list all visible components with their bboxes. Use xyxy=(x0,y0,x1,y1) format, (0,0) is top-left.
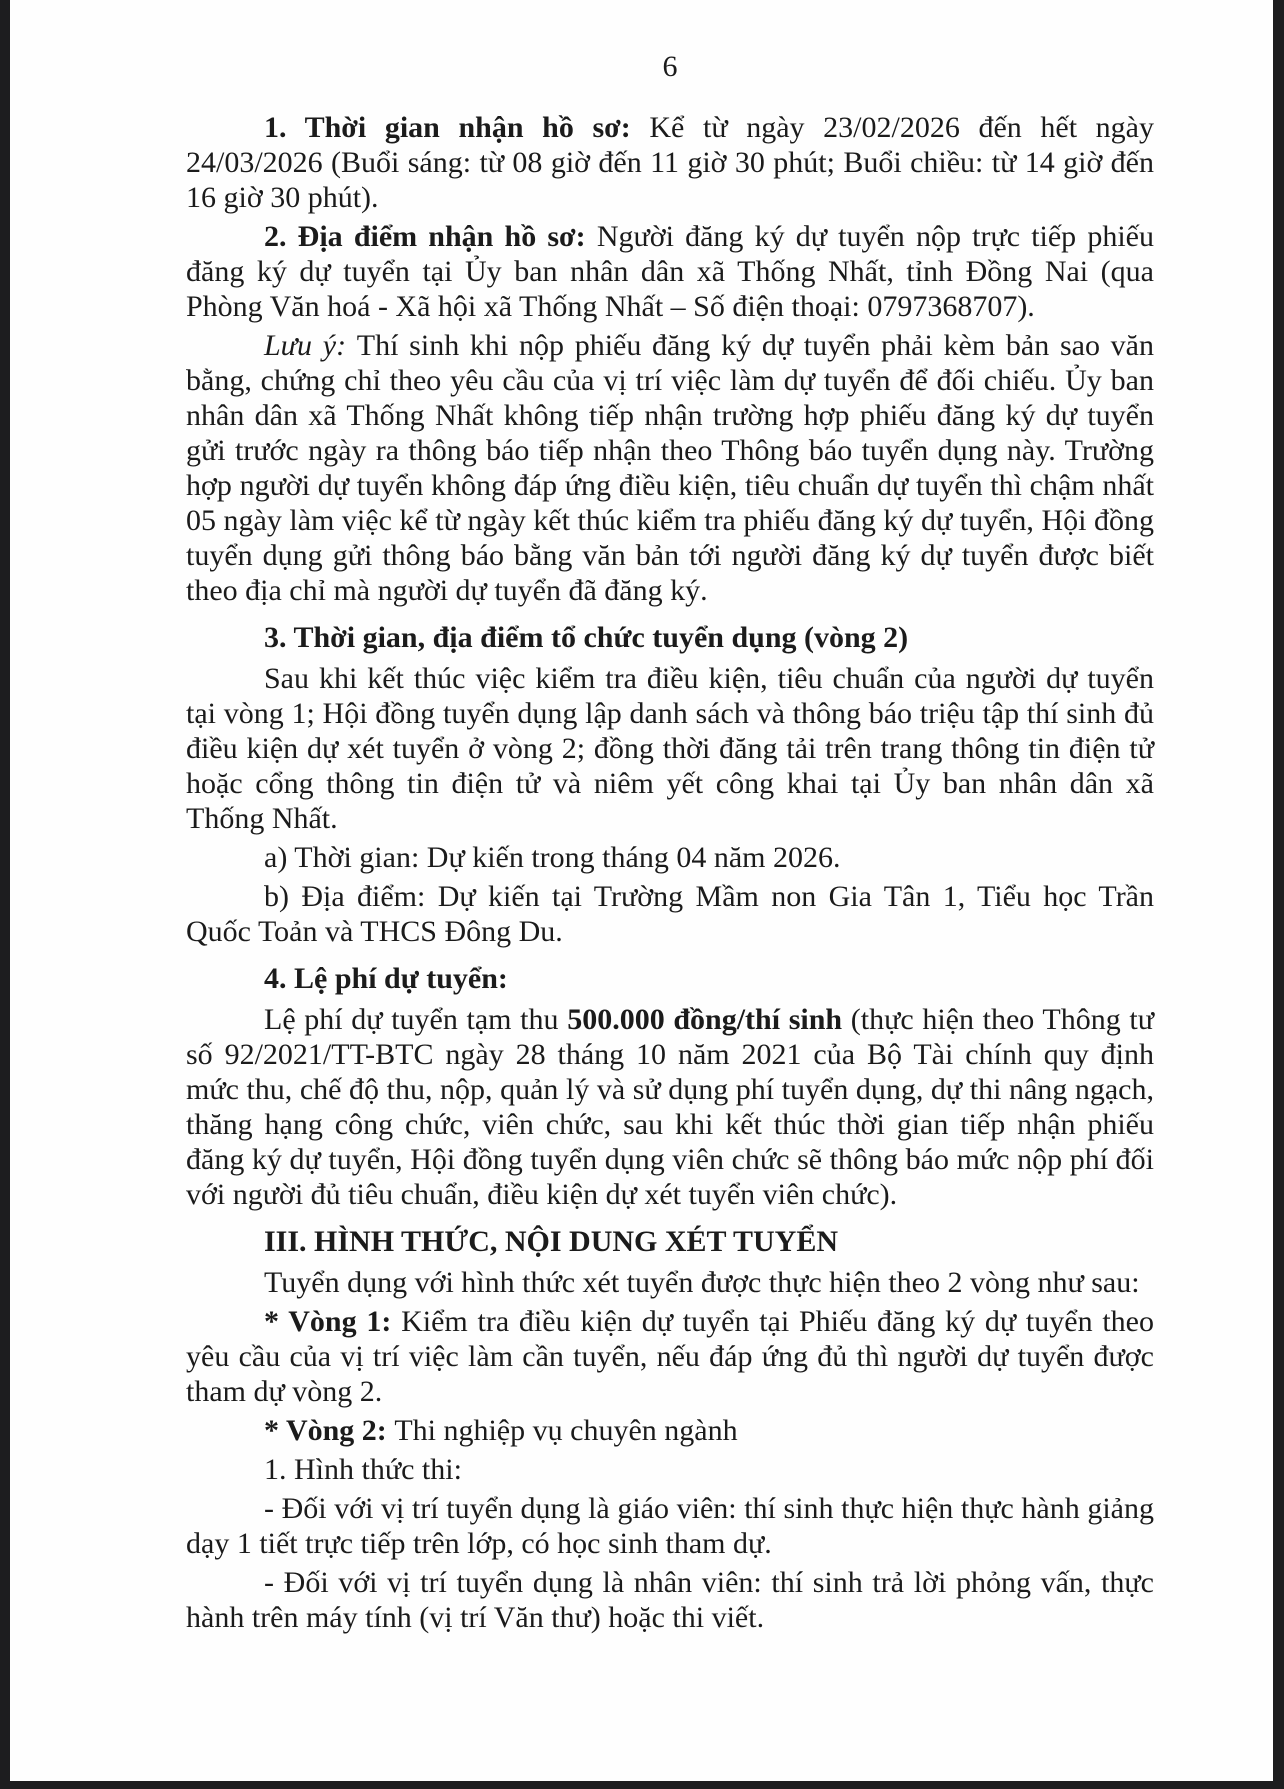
heading-iii-hinh-thuc-noi-dung xyxy=(186,1224,1154,1259)
text-run-normal: Thí sinh khi nộp phiếu đăng ký dự tuyển phải kèm bản sao văn bằng, chứng chỉ theo yêu cầu của vị trí việc làm dự tuyển để đối chiếu. Ủy ban nhân dân xã Thống Nhất không tiếp nhận trường hợp phiếu đăng ký dự tuyển gửi trước ngày ra thông báo tiếp nhận theo Thông báo tuyển dụng này. Trường hợp người dự tuyển không đáp ứng điều kiện, tiêu chuẩn dự tuyển thì chậm nhất 05 ngày làm việc kể từ ngày kết thúc kiểm tra phiếu đăng ký dự tuyển, Hội đồng tuyển dụng gửi thông báo bằng văn bản tới người đăng ký dự tuyển được biết theo địa chỉ mà người dự tuyển đã đăng ký. xyxy=(186,329,1154,607)
text-run-normal: a) Thời gian: Dự kiến trong tháng 04 năm 2026. xyxy=(264,841,841,874)
text-run-bold: III. HÌNH THỨC, NỘI DUNG XÉT TUYỂN xyxy=(264,1225,838,1258)
text-run-normal: 1. Hình thức thi: xyxy=(264,1453,462,1486)
text-run-normal: (thực hiện theo Thông tư số 92/2021/TT-BTC ngày 28 tháng 10 năm 2021 của Bộ Tài chính quy định mức thu, chế độ thu, nộp, quản lý và sử dụng phí tuyển dụng, dự thi nâng ngạch, thăng hạng công chức, viên chức, sau khi kết thúc thời gian tiếp nhận phiếu đăng ký dự tuyển, Hội đồng tuyển dụng viên chức sẽ thông báo mức nộp phí đối với người đủ tiêu chuẩn, điều kiện dự xét tuyển viên chức). xyxy=(186,1003,1154,1211)
scan-border-left xyxy=(0,0,10,1789)
text-run-normal: Kể từ ngày 23/02/2026 đến hết ngày 24/03/2026 (Buổi sáng: từ 08 giờ đến 11 giờ 30 phút; Buổi chiều: từ 14 giờ đến 16 giờ 30 phút). xyxy=(186,111,1154,214)
text-run-normal: Sau khi kết thúc việc kiểm tra điều kiện, tiêu chuẩn của người dự tuyển tại vòng 1; Hội đồng tuyển dụng lập danh sách và thông báo triệu tập thí sinh đủ điều kiện dự xét tuyển ở vòng 2; đồng thời đăng tải trên trang thông tin điện tử hoặc cổng thông tin điện tử và niêm yết công khai tại Ủy ban nhân dân xã Thống Nhất. xyxy=(186,662,1154,835)
para-b-dia-diem xyxy=(186,879,1154,949)
text-run-bold: * Vòng 2: xyxy=(264,1414,395,1447)
scan-border-bottom xyxy=(0,1781,1284,1789)
text-run-bold: * Vòng 1: xyxy=(264,1305,402,1338)
para-vong-2 xyxy=(186,1413,1154,1448)
para-1-thoi-gian-nhan-ho-so xyxy=(186,110,1154,215)
text-run-normal: Người đăng ký dự tuyển nộp trực tiếp phiếu đăng ký dự tuyển tại Ủy ban nhân dân xã Thống Nhất, tỉnh Đồng Nai (qua Phòng Văn hoá - Xã hội xã Thống Nhất – Số điện thoại: 0797368707). xyxy=(186,220,1154,323)
text-run-bold: 4. Lệ phí dự tuyển: xyxy=(264,962,508,995)
text-run-normal: - Đối với vị trí tuyển dụng là giáo viên: thí sinh thực hiện thực hành giảng dạy 1 tiết trực tiếp trên lớp, có học sinh tham dự. xyxy=(186,1492,1154,1560)
text-run-bold: 3. Thời gian, địa điểm tổ chức tuyển dụng (vòng 2) xyxy=(264,621,909,654)
text-run-bold: 1. Thời gian nhận hồ sơ: xyxy=(264,111,650,144)
para-doi-voi-giao-vien xyxy=(186,1491,1154,1561)
para-doi-voi-nhan-vien xyxy=(186,1565,1154,1635)
para-luu-y xyxy=(186,328,1154,608)
page-content xyxy=(186,50,1154,1639)
page-number: 6 xyxy=(662,50,678,83)
para-1-hinh-thuc-thi xyxy=(186,1452,1154,1487)
document-body xyxy=(186,110,1154,1635)
para-vong-1 xyxy=(186,1304,1154,1409)
para-2-dia-diem-nhan-ho-so xyxy=(186,219,1154,324)
text-run-bold: 500.000 đồng/thí sinh xyxy=(567,1003,843,1036)
text-run-bold: 2. Địa điểm nhận hồ sơ: xyxy=(264,220,597,253)
text-run-normal: b) Địa điểm: Dự kiến tại Trường Mầm non Gia Tân 1, Tiểu học Trần Quốc Toản và THCS Đông Du. xyxy=(186,880,1154,948)
text-run-normal: Tuyển dụng với hình thức xét tuyển được thực hiện theo 2 vòng như sau: xyxy=(264,1266,1140,1299)
text-run-normal: Lệ phí dự tuyển tạm thu xyxy=(264,1003,568,1036)
scan-border-right xyxy=(1273,0,1284,1789)
text-run-italic: Lưu ý: xyxy=(264,329,357,362)
para-sau-khi-ket-thuc xyxy=(186,661,1154,836)
text-run-normal: Thi nghiệp vụ chuyên ngành xyxy=(394,1414,738,1447)
heading-3-thoi-gian-dia-diem xyxy=(186,620,1154,655)
para-le-phi xyxy=(186,1002,1154,1212)
text-run-normal: Kiểm tra điều kiện dự tuyển tại Phiếu đăng ký dự tuyển theo yêu cầu của vị trí việc làm cần tuyển, nếu đáp ứng đủ thì người dự tuyển được tham dự vòng 2. xyxy=(186,1305,1154,1408)
para-tuyen-dung-2-vong xyxy=(186,1265,1154,1300)
para-a-thoi-gian xyxy=(186,840,1154,875)
heading-4-le-phi-du-tuyen xyxy=(186,961,1154,996)
text-run-normal: - Đối với vị trí tuyển dụng là nhân viên: thí sinh trả lời phỏng vấn, thực hành trên máy tính (vị trí Văn thư) hoặc thi viết. xyxy=(186,1566,1154,1634)
